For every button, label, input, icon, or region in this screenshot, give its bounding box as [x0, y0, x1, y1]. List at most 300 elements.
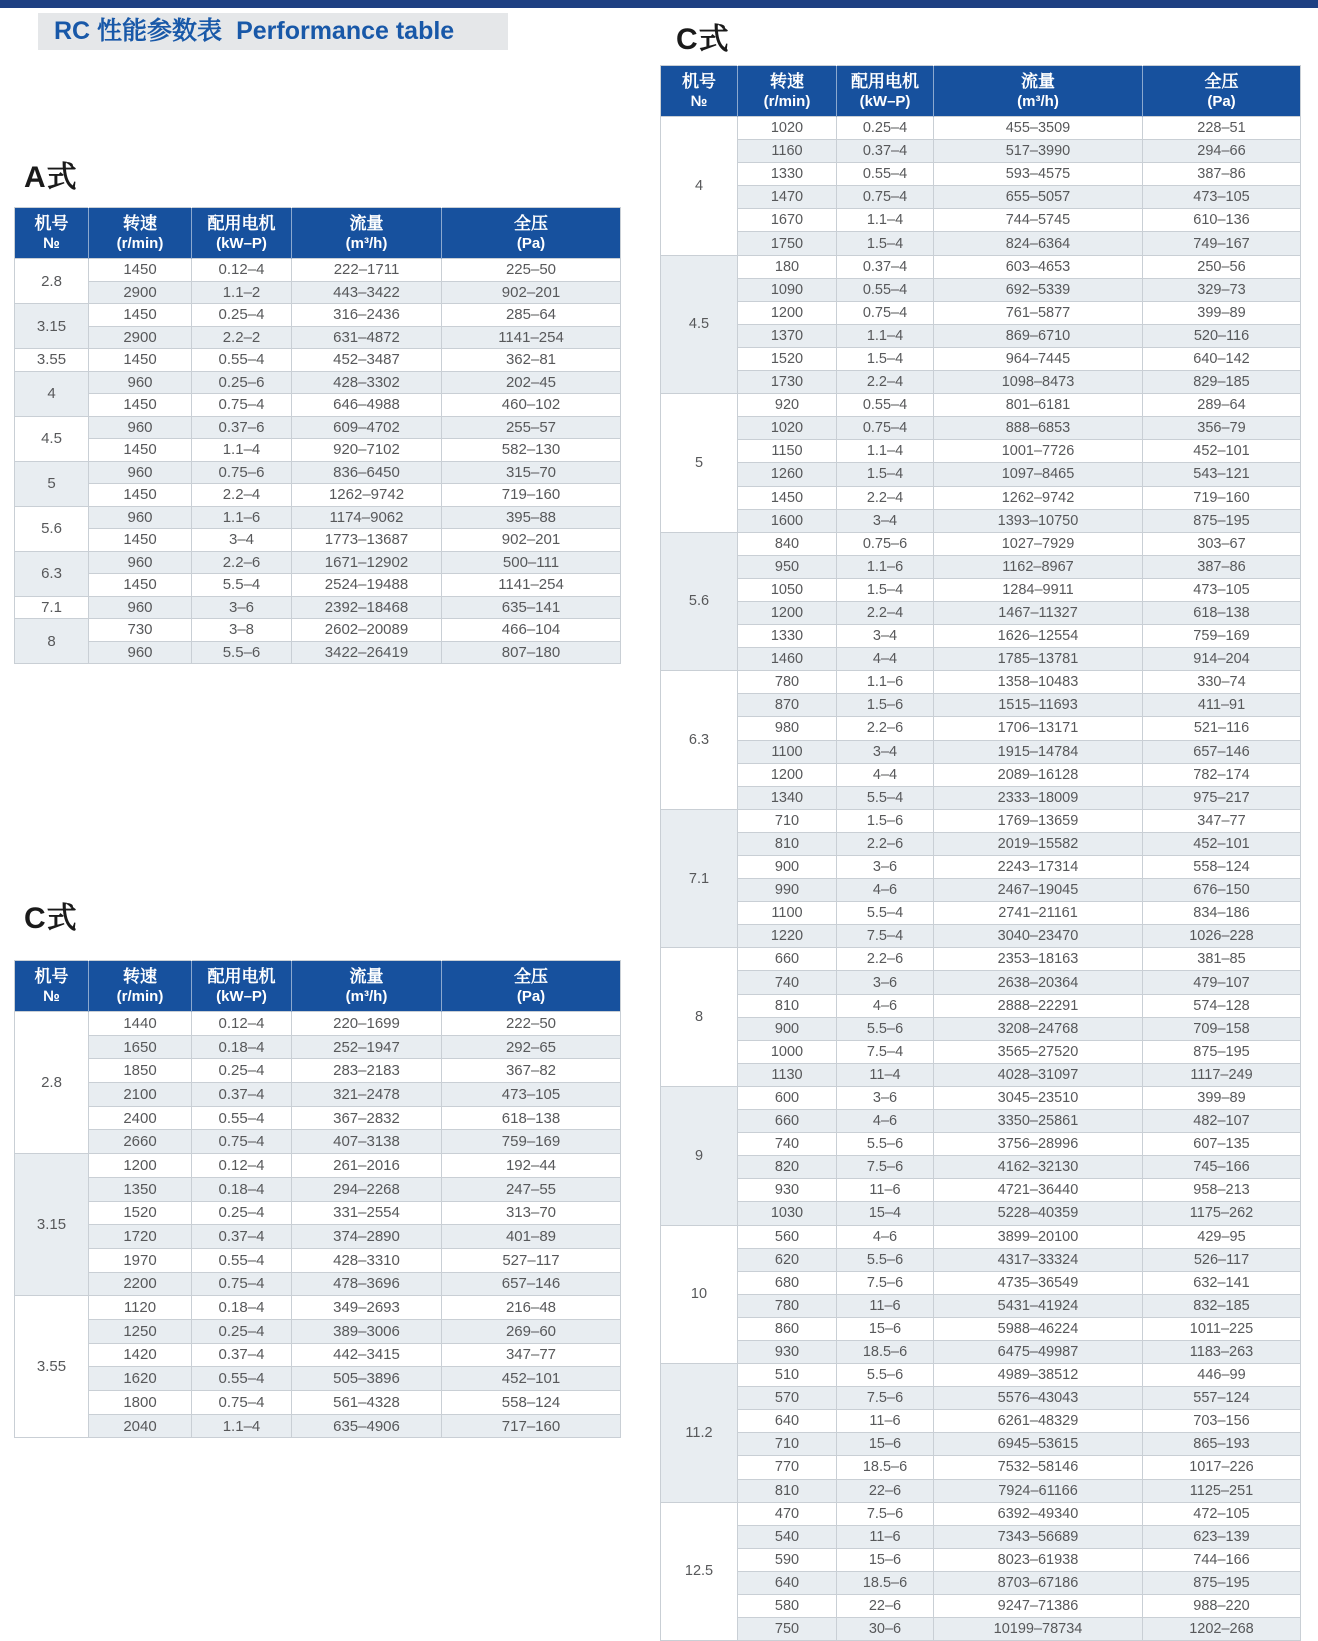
data-cell: 0.25–4 — [192, 1059, 292, 1083]
data-cell: 635–4906 — [292, 1414, 442, 1438]
table-row — [661, 1456, 1301, 1479]
table-row — [15, 1012, 621, 1036]
data-cell: 1.1–6 — [837, 555, 934, 578]
data-cell: 4028–31097 — [934, 1063, 1143, 1086]
data-cell: 443–3422 — [292, 281, 442, 304]
data-cell: 1600 — [738, 509, 837, 532]
data-cell: 920 — [738, 394, 837, 417]
data-cell: 399–89 — [1143, 301, 1301, 324]
table-row — [15, 596, 621, 619]
column-header-unit: (kW–P) — [216, 234, 267, 252]
data-cell: 2467–19045 — [934, 879, 1143, 902]
data-cell: 381–85 — [1143, 948, 1301, 971]
data-cell: 4–6 — [837, 1225, 934, 1248]
data-cell: 1.5–6 — [837, 694, 934, 717]
data-cell: 269–60 — [442, 1319, 621, 1343]
data-cell: 836–6450 — [292, 461, 442, 484]
data-cell: 356–79 — [1143, 417, 1301, 440]
data-cell: 1160 — [738, 140, 837, 163]
data-cell: 15–6 — [837, 1433, 934, 1456]
data-cell: 540 — [738, 1525, 837, 1548]
data-cell: 1450 — [89, 484, 192, 507]
data-cell: 914–204 — [1143, 648, 1301, 671]
data-cell: 749–167 — [1143, 232, 1301, 255]
data-cell: 15–6 — [837, 1548, 934, 1571]
data-cell: 1720 — [89, 1225, 192, 1249]
data-cell: 11–6 — [837, 1179, 934, 1202]
data-cell: 557–124 — [1143, 1387, 1301, 1410]
data-cell: 4735–36549 — [934, 1271, 1143, 1294]
data-cell: 5.5–4 — [192, 574, 292, 597]
data-cell: 1.1–4 — [192, 1414, 292, 1438]
data-cell: 561–4328 — [292, 1391, 442, 1415]
data-cell: 4162–32130 — [934, 1156, 1143, 1179]
column-header-label: 配用电机 — [207, 967, 276, 987]
machine-no-cell: 11.2 — [661, 1364, 738, 1503]
data-cell: 2400 — [89, 1106, 192, 1130]
table-row — [661, 601, 1301, 624]
column-header-label: 机号 — [34, 214, 69, 234]
table-row — [661, 1525, 1301, 1548]
data-cell: 582–130 — [442, 439, 621, 462]
table-row — [15, 326, 621, 349]
data-cell: 4–4 — [837, 763, 934, 786]
table-row — [15, 1296, 621, 1320]
data-cell: 0.37–4 — [192, 1343, 292, 1367]
data-cell: 510 — [738, 1364, 837, 1387]
data-cell: 452–101 — [1143, 832, 1301, 855]
table-row — [661, 417, 1301, 440]
table-row — [15, 1343, 621, 1367]
data-cell: 1.1–2 — [192, 281, 292, 304]
table-row — [661, 763, 1301, 786]
data-cell: 1671–12902 — [292, 551, 442, 574]
column-header-0 — [661, 66, 738, 117]
data-cell: 9247–71386 — [934, 1595, 1143, 1618]
data-cell: 4–6 — [837, 994, 934, 1017]
data-cell: 5576–43043 — [934, 1387, 1143, 1410]
data-cell: 2040 — [89, 1414, 192, 1438]
data-cell: 574–128 — [1143, 994, 1301, 1017]
data-cell: 331–2554 — [292, 1201, 442, 1225]
column-header-label: 全压 — [514, 967, 548, 987]
table-row — [661, 1387, 1301, 1410]
machine-no-cell: 9 — [661, 1086, 738, 1225]
data-cell: 289–64 — [1143, 394, 1301, 417]
data-cell: 1250 — [89, 1319, 192, 1343]
data-cell: 1785–13781 — [934, 648, 1143, 671]
data-cell: 18.5–6 — [837, 1571, 934, 1594]
data-cell: 3045–23510 — [934, 1086, 1143, 1109]
data-cell: 5.5–6 — [837, 1364, 934, 1387]
column-header-0 — [15, 208, 89, 259]
table-row — [661, 1317, 1301, 1340]
data-cell: 1017–226 — [1143, 1456, 1301, 1479]
data-cell: 3–4 — [192, 529, 292, 552]
page-title-en: Performance table — [236, 17, 455, 45]
data-cell: 902–201 — [442, 281, 621, 304]
table-row — [15, 529, 621, 552]
machine-no-cell: 3.55 — [15, 1296, 89, 1438]
data-cell: 2888–22291 — [934, 994, 1143, 1017]
data-cell: 620 — [738, 1248, 837, 1271]
data-cell: 950 — [738, 555, 837, 578]
data-cell: 7.5–4 — [837, 1040, 934, 1063]
data-cell: 1125–251 — [1143, 1479, 1301, 1502]
table-row — [15, 1130, 621, 1154]
data-cell: 18.5–6 — [837, 1456, 934, 1479]
table-a-heading: A式 — [24, 161, 78, 194]
data-cell: 1.1–6 — [837, 671, 934, 694]
table-row — [661, 1479, 1301, 1502]
data-cell: 1262–9742 — [934, 486, 1143, 509]
data-cell: 801–6181 — [934, 394, 1143, 417]
table-row — [15, 1177, 621, 1201]
table-row — [661, 117, 1301, 140]
data-cell: 6475–49987 — [934, 1340, 1143, 1363]
data-cell: 7343–56689 — [934, 1525, 1143, 1548]
machine-no-cell: 3.15 — [15, 1154, 89, 1296]
data-cell: 1150 — [738, 440, 837, 463]
data-cell: 8023–61938 — [934, 1548, 1143, 1571]
table-row — [661, 255, 1301, 278]
data-cell: 5.5–6 — [837, 1133, 934, 1156]
data-cell: 303–67 — [1143, 532, 1301, 555]
data-cell: 1284–9911 — [934, 578, 1143, 601]
data-cell: 875–195 — [1143, 1040, 1301, 1063]
data-cell: 329–73 — [1143, 278, 1301, 301]
data-cell: 618–138 — [442, 1106, 621, 1130]
data-cell: 860 — [738, 1317, 837, 1340]
data-cell: 22–6 — [837, 1479, 934, 1502]
data-cell: 692–5339 — [934, 278, 1143, 301]
data-cell: 387–86 — [1143, 555, 1301, 578]
table-row — [661, 925, 1301, 948]
machine-no-cell: 5 — [661, 394, 738, 533]
data-cell: 740 — [738, 971, 837, 994]
data-cell: 1.5–4 — [837, 463, 934, 486]
data-cell: 321–2478 — [292, 1083, 442, 1107]
data-cell: 660 — [738, 948, 837, 971]
table-row — [15, 574, 621, 597]
data-cell: 0.18–4 — [192, 1296, 292, 1320]
table-row — [661, 1110, 1301, 1133]
column-header-label: 全压 — [1204, 72, 1239, 92]
column-header-4 — [442, 208, 621, 259]
data-cell: 820 — [738, 1156, 837, 1179]
data-cell: 6945–53615 — [934, 1433, 1143, 1456]
data-cell: 220–1699 — [292, 1012, 442, 1036]
data-cell: 222–1711 — [292, 259, 442, 282]
table-row — [661, 948, 1301, 971]
data-cell: 1450 — [89, 439, 192, 462]
table-row — [661, 809, 1301, 832]
data-cell: 710 — [738, 809, 837, 832]
data-cell: 411–91 — [1143, 694, 1301, 717]
data-cell: 1450 — [89, 349, 192, 372]
data-cell: 294–66 — [1143, 140, 1301, 163]
table-header-row — [661, 66, 1301, 117]
data-cell: 1027–7929 — [934, 532, 1143, 555]
table-row — [661, 740, 1301, 763]
data-cell: 3–6 — [837, 1086, 934, 1109]
table-row — [661, 463, 1301, 486]
column-header-label: 机号 — [682, 72, 716, 92]
data-cell: 1706–13171 — [934, 717, 1143, 740]
table-row — [661, 971, 1301, 994]
table-row — [661, 1410, 1301, 1433]
machine-no-cell: 5.6 — [661, 532, 738, 671]
data-cell: 452–3487 — [292, 349, 442, 372]
table-row — [661, 232, 1301, 255]
data-cell: 3422–26419 — [292, 641, 442, 664]
machine-no-cell: 10 — [661, 1225, 738, 1364]
data-cell: 632–141 — [1143, 1271, 1301, 1294]
machine-no-cell: 7.1 — [15, 596, 89, 619]
table-row — [661, 509, 1301, 532]
data-cell: 1440 — [89, 1012, 192, 1036]
data-cell: 1200 — [738, 763, 837, 786]
data-cell: 558–124 — [442, 1391, 621, 1415]
data-cell: 3–4 — [837, 509, 934, 532]
column-header-0 — [15, 961, 89, 1012]
column-header-3 — [292, 961, 442, 1012]
data-cell: 0.75–4 — [192, 1272, 292, 1296]
data-cell: 292–65 — [442, 1035, 621, 1059]
data-cell: 1450 — [89, 529, 192, 552]
table-row — [661, 1571, 1301, 1594]
table-row — [661, 163, 1301, 186]
data-cell: 660 — [738, 1110, 837, 1133]
data-cell: 1773–13687 — [292, 529, 442, 552]
data-cell: 472–105 — [1143, 1502, 1301, 1525]
data-cell: 460–102 — [442, 394, 621, 417]
data-cell: 1750 — [738, 232, 837, 255]
table-row — [661, 1017, 1301, 1040]
data-cell: 710 — [738, 1433, 837, 1456]
column-header-label: 全压 — [514, 214, 548, 234]
table-row — [661, 394, 1301, 417]
column-header-1 — [738, 66, 837, 117]
data-cell: 2333–18009 — [934, 786, 1143, 809]
data-cell: 1626–12554 — [934, 625, 1143, 648]
column-header-4 — [442, 961, 621, 1012]
table-row — [15, 1059, 621, 1083]
table-row — [661, 717, 1301, 740]
data-cell: 527–117 — [442, 1248, 621, 1272]
data-cell: 1850 — [89, 1059, 192, 1083]
data-cell: 6392–49340 — [934, 1502, 1143, 1525]
data-cell: 1262–9742 — [292, 484, 442, 507]
table-row — [15, 506, 621, 529]
table-row — [661, 902, 1301, 925]
data-cell: 500–111 — [442, 551, 621, 574]
data-cell: 1350 — [89, 1177, 192, 1201]
data-cell: 11–6 — [837, 1410, 934, 1433]
column-header-label: 机号 — [34, 967, 69, 987]
data-cell: 600 — [738, 1086, 837, 1109]
data-cell: 740 — [738, 1133, 837, 1156]
data-cell: 1100 — [738, 902, 837, 925]
data-cell: 3350–25861 — [934, 1110, 1143, 1133]
data-cell: 6261–48329 — [934, 1410, 1143, 1433]
data-cell: 2392–18468 — [292, 596, 442, 619]
data-cell: 780 — [738, 1294, 837, 1317]
data-cell: 505–3896 — [292, 1367, 442, 1391]
data-cell: 11–4 — [837, 1063, 934, 1086]
table-row — [661, 1225, 1301, 1248]
data-cell: 3–4 — [837, 740, 934, 763]
data-cell: 2089–16128 — [934, 763, 1143, 786]
table-row — [15, 1248, 621, 1272]
machine-no-cell: 6.3 — [661, 671, 738, 810]
performance-table-c-left — [14, 960, 621, 1438]
data-cell: 0.55–4 — [192, 1106, 292, 1130]
data-cell: 980 — [738, 717, 837, 740]
data-cell: 225–50 — [442, 259, 621, 282]
table-row — [661, 994, 1301, 1017]
column-header-1 — [89, 961, 192, 1012]
data-cell: 543–121 — [1143, 463, 1301, 486]
data-cell: 888–6853 — [934, 417, 1143, 440]
data-cell: 2.2–4 — [837, 486, 934, 509]
data-cell: 11–6 — [837, 1294, 934, 1317]
data-cell: 807–180 — [442, 641, 621, 664]
table-row — [15, 416, 621, 439]
data-cell: 560 — [738, 1225, 837, 1248]
data-cell: 960 — [89, 641, 192, 664]
table-row — [15, 1035, 621, 1059]
table-row — [661, 140, 1301, 163]
data-cell: 865–193 — [1143, 1433, 1301, 1456]
data-cell: 180 — [738, 255, 837, 278]
data-cell: 4721–36440 — [934, 1179, 1143, 1202]
data-cell: 1.1–4 — [837, 440, 934, 463]
data-cell: 960 — [89, 416, 192, 439]
table-row — [661, 1202, 1301, 1225]
data-cell: 0.75–4 — [837, 301, 934, 324]
data-cell: 618–138 — [1143, 601, 1301, 624]
column-header-unit: (m³/h) — [345, 234, 388, 252]
table-header-row — [15, 208, 621, 259]
data-cell: 730 — [89, 619, 192, 642]
data-cell: 759–169 — [442, 1130, 621, 1154]
data-cell: 1098–8473 — [934, 371, 1143, 394]
data-cell: 920–7102 — [292, 439, 442, 462]
machine-no-cell: 4.5 — [661, 255, 738, 394]
table-row — [15, 304, 621, 327]
data-cell: 1020 — [738, 417, 837, 440]
machine-no-cell: 4.5 — [15, 416, 89, 461]
data-cell: 3–6 — [837, 856, 934, 879]
data-cell: 2.2–4 — [192, 484, 292, 507]
data-cell: 7.5–4 — [837, 925, 934, 948]
data-cell: 960 — [89, 506, 192, 529]
data-cell: 11–6 — [837, 1525, 934, 1548]
data-cell: 520–116 — [1143, 324, 1301, 347]
table-row — [661, 1271, 1301, 1294]
data-cell: 399–89 — [1143, 1086, 1301, 1109]
data-cell: 202–45 — [442, 371, 621, 394]
data-cell: 1.1–4 — [192, 439, 292, 462]
data-cell: 640 — [738, 1571, 837, 1594]
data-cell: 1220 — [738, 925, 837, 948]
column-header-2 — [192, 208, 292, 259]
table-row — [15, 461, 621, 484]
data-cell: 761–5877 — [934, 301, 1143, 324]
table-row — [15, 394, 621, 417]
table-row — [661, 1133, 1301, 1156]
data-cell: 0.55–4 — [837, 394, 934, 417]
data-cell: 590 — [738, 1548, 837, 1571]
data-cell: 367–82 — [442, 1059, 621, 1083]
table-row — [661, 832, 1301, 855]
data-cell: 2.2–4 — [837, 601, 934, 624]
data-cell: 407–3138 — [292, 1130, 442, 1154]
data-cell: 473–105 — [442, 1083, 621, 1107]
column-header-unit: № — [43, 987, 60, 1005]
data-cell: 5.5–4 — [837, 786, 934, 809]
data-cell: 0.25–6 — [192, 371, 292, 394]
data-cell: 930 — [738, 1179, 837, 1202]
machine-no-cell: 8 — [15, 619, 89, 664]
data-cell: 2602–20089 — [292, 619, 442, 642]
data-cell: 285–64 — [442, 304, 621, 327]
column-header-label: 配用电机 — [207, 214, 276, 234]
data-cell: 0.75–6 — [837, 532, 934, 555]
data-cell: 255–57 — [442, 416, 621, 439]
data-cell: 442–3415 — [292, 1343, 442, 1367]
data-cell: 389–3006 — [292, 1319, 442, 1343]
data-cell: 870 — [738, 694, 837, 717]
table-row — [661, 648, 1301, 671]
data-cell: 719–160 — [442, 484, 621, 507]
data-cell: 640 — [738, 1410, 837, 1433]
data-cell: 964–7445 — [934, 347, 1143, 370]
machine-no-cell: 3.15 — [15, 304, 89, 349]
table-row — [661, 694, 1301, 717]
data-cell: 228–51 — [1143, 117, 1301, 140]
data-cell: 4–6 — [837, 1110, 934, 1133]
data-cell: 0.18–4 — [192, 1035, 292, 1059]
column-header-label: 流量 — [349, 214, 384, 234]
table-row — [661, 486, 1301, 509]
data-cell: 680 — [738, 1271, 837, 1294]
data-cell: 1.1–6 — [192, 506, 292, 529]
data-cell: 1097–8465 — [934, 463, 1143, 486]
data-cell: 367–2832 — [292, 1106, 442, 1130]
table-row — [15, 1367, 621, 1391]
top-accent-bar — [0, 0, 1318, 8]
data-cell: 2660 — [89, 1130, 192, 1154]
column-header-2 — [837, 66, 934, 117]
data-cell: 4317–33324 — [934, 1248, 1143, 1271]
data-cell: 1162–8967 — [934, 555, 1143, 578]
data-cell: 593–4575 — [934, 163, 1143, 186]
data-cell: 1970 — [89, 1248, 192, 1272]
column-header-unit: (Pa) — [516, 234, 546, 252]
data-cell: 0.12–4 — [192, 1012, 292, 1036]
data-cell: 8703–67186 — [934, 1571, 1143, 1594]
data-cell: 15–4 — [837, 1202, 934, 1225]
table-row — [661, 1364, 1301, 1387]
column-header-unit: (kW–P) — [216, 987, 267, 1005]
data-cell: 316–2436 — [292, 304, 442, 327]
data-cell: 1.5–6 — [837, 809, 934, 832]
data-cell: 990 — [738, 879, 837, 902]
column-header-3 — [292, 208, 442, 259]
data-cell: 0.55–4 — [192, 1248, 292, 1272]
